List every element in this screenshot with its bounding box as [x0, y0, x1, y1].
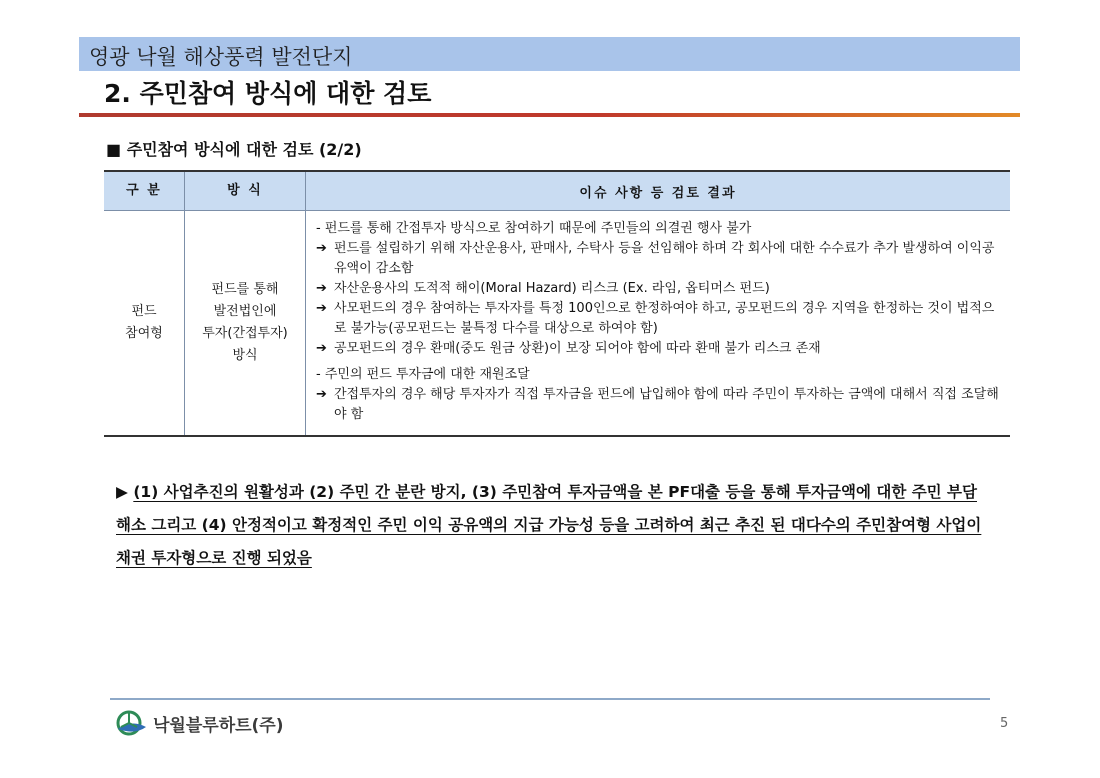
issue-sub-item [316, 279, 1000, 299]
issue-sub-text: 간접투자의 경우 해당 투자자가 직접 투자금을 펀드에 납입해야 함에 따라 주민이 투자하는 금액에 대해서 직접 조달해야 함 [334, 387, 999, 422]
section-title: 2. 주민참여 방식에 대한 검토 [104, 79, 432, 108]
issue-sub-item [316, 339, 1000, 359]
issue-sub-item [316, 385, 1000, 425]
issue-sub-text: 사모펀드의 경우 참여하는 투자자를 특정 100인으로 한정하여야 하고, 공모펀드의 경우 지역을 한정하는 것이 법적으로 불가능(공모펀드는 불특정 다수를 대상으로 하여야 함) [334, 301, 995, 336]
footer-divider [110, 698, 990, 700]
triangle-right-icon: ▶ [116, 483, 128, 501]
page-number: 5 [1000, 716, 1009, 731]
column-header-issues: 이슈 사항 등 검토 결과 [306, 171, 1011, 211]
conclusion-text: (1) 사업추진의 원활성과 (2) 주민 간 분란 방지, (3) 주민참여 투자금액을 본 PF대출 등을 통해 투자금액에 대한 주민 부담 해소 그리고 (4) 안정적이고 확정적인 주민 이익 공유액의 지급 가능성 등을 고려하여 최근 추진 된 대다수의 주민참여형 사업이 채권 투자형으로 진행 되었음 [116, 483, 982, 567]
column-header-category: 구 분 [104, 171, 185, 211]
title-divider [79, 113, 1020, 117]
table-header-row [104, 171, 1010, 211]
company-logo [115, 708, 284, 738]
arrow-right-icon: ➔ [316, 341, 327, 356]
category-line: 펀드 [131, 304, 157, 319]
issues-cell [306, 211, 1011, 437]
arrow-right-icon: ➔ [316, 387, 327, 402]
table-row [104, 211, 1010, 437]
review-table [104, 170, 1010, 437]
issue-main: - 펀드를 통해 간접투자 방식으로 참여하기 때문에 주민들의 의결권 행사 불가 [316, 221, 752, 236]
arrow-right-icon: ➔ [316, 241, 327, 256]
method-line: 펀드를 통해 [211, 282, 279, 297]
arrow-right-icon: ➔ [316, 281, 327, 296]
issue-sub-item [316, 239, 1000, 279]
issue-sub-text: 자산운용사의 도적적 해이(Moral Hazard) 리스크 (Ex. 라임, 옵티머스 펀드) [334, 281, 770, 296]
project-title: 영광 낙월 해상풍력 발전단지 [89, 45, 353, 69]
issue-sub-text: 펀드를 설립하기 위해 자산운용사, 판매사, 수탁사 등을 선임해야 하며 각 회사에 대한 수수료가 추가 발생하여 이익공유액이 감소함 [334, 241, 995, 276]
issue-sub-item [316, 299, 1000, 339]
wind-turbine-logo-icon [115, 709, 149, 737]
issue-sub-text: 공모펀드의 경우 환매(중도 원금 상환)이 보장 되어야 함에 따라 환매 불가 리스크 존재 [334, 341, 821, 356]
header-bar [79, 37, 1020, 71]
category-line: 참여형 [125, 326, 163, 341]
section-heading: ■ 주민참여 방식에 대한 검토 (2/2) [106, 140, 362, 159]
issue-main: - 주민의 펀드 투자금에 대한 재원조달 [316, 367, 530, 382]
conclusion [116, 476, 996, 575]
column-header-method: 방 식 [185, 171, 306, 211]
method-line: 방식 [232, 348, 258, 363]
category-cell [104, 211, 185, 437]
method-cell [185, 211, 306, 437]
method-line: 투자(간접투자) [202, 326, 288, 341]
company-name: 낙월블루하트(주) [153, 715, 284, 736]
method-line: 발전법인에 [213, 304, 277, 319]
arrow-right-icon: ➔ [316, 301, 327, 316]
